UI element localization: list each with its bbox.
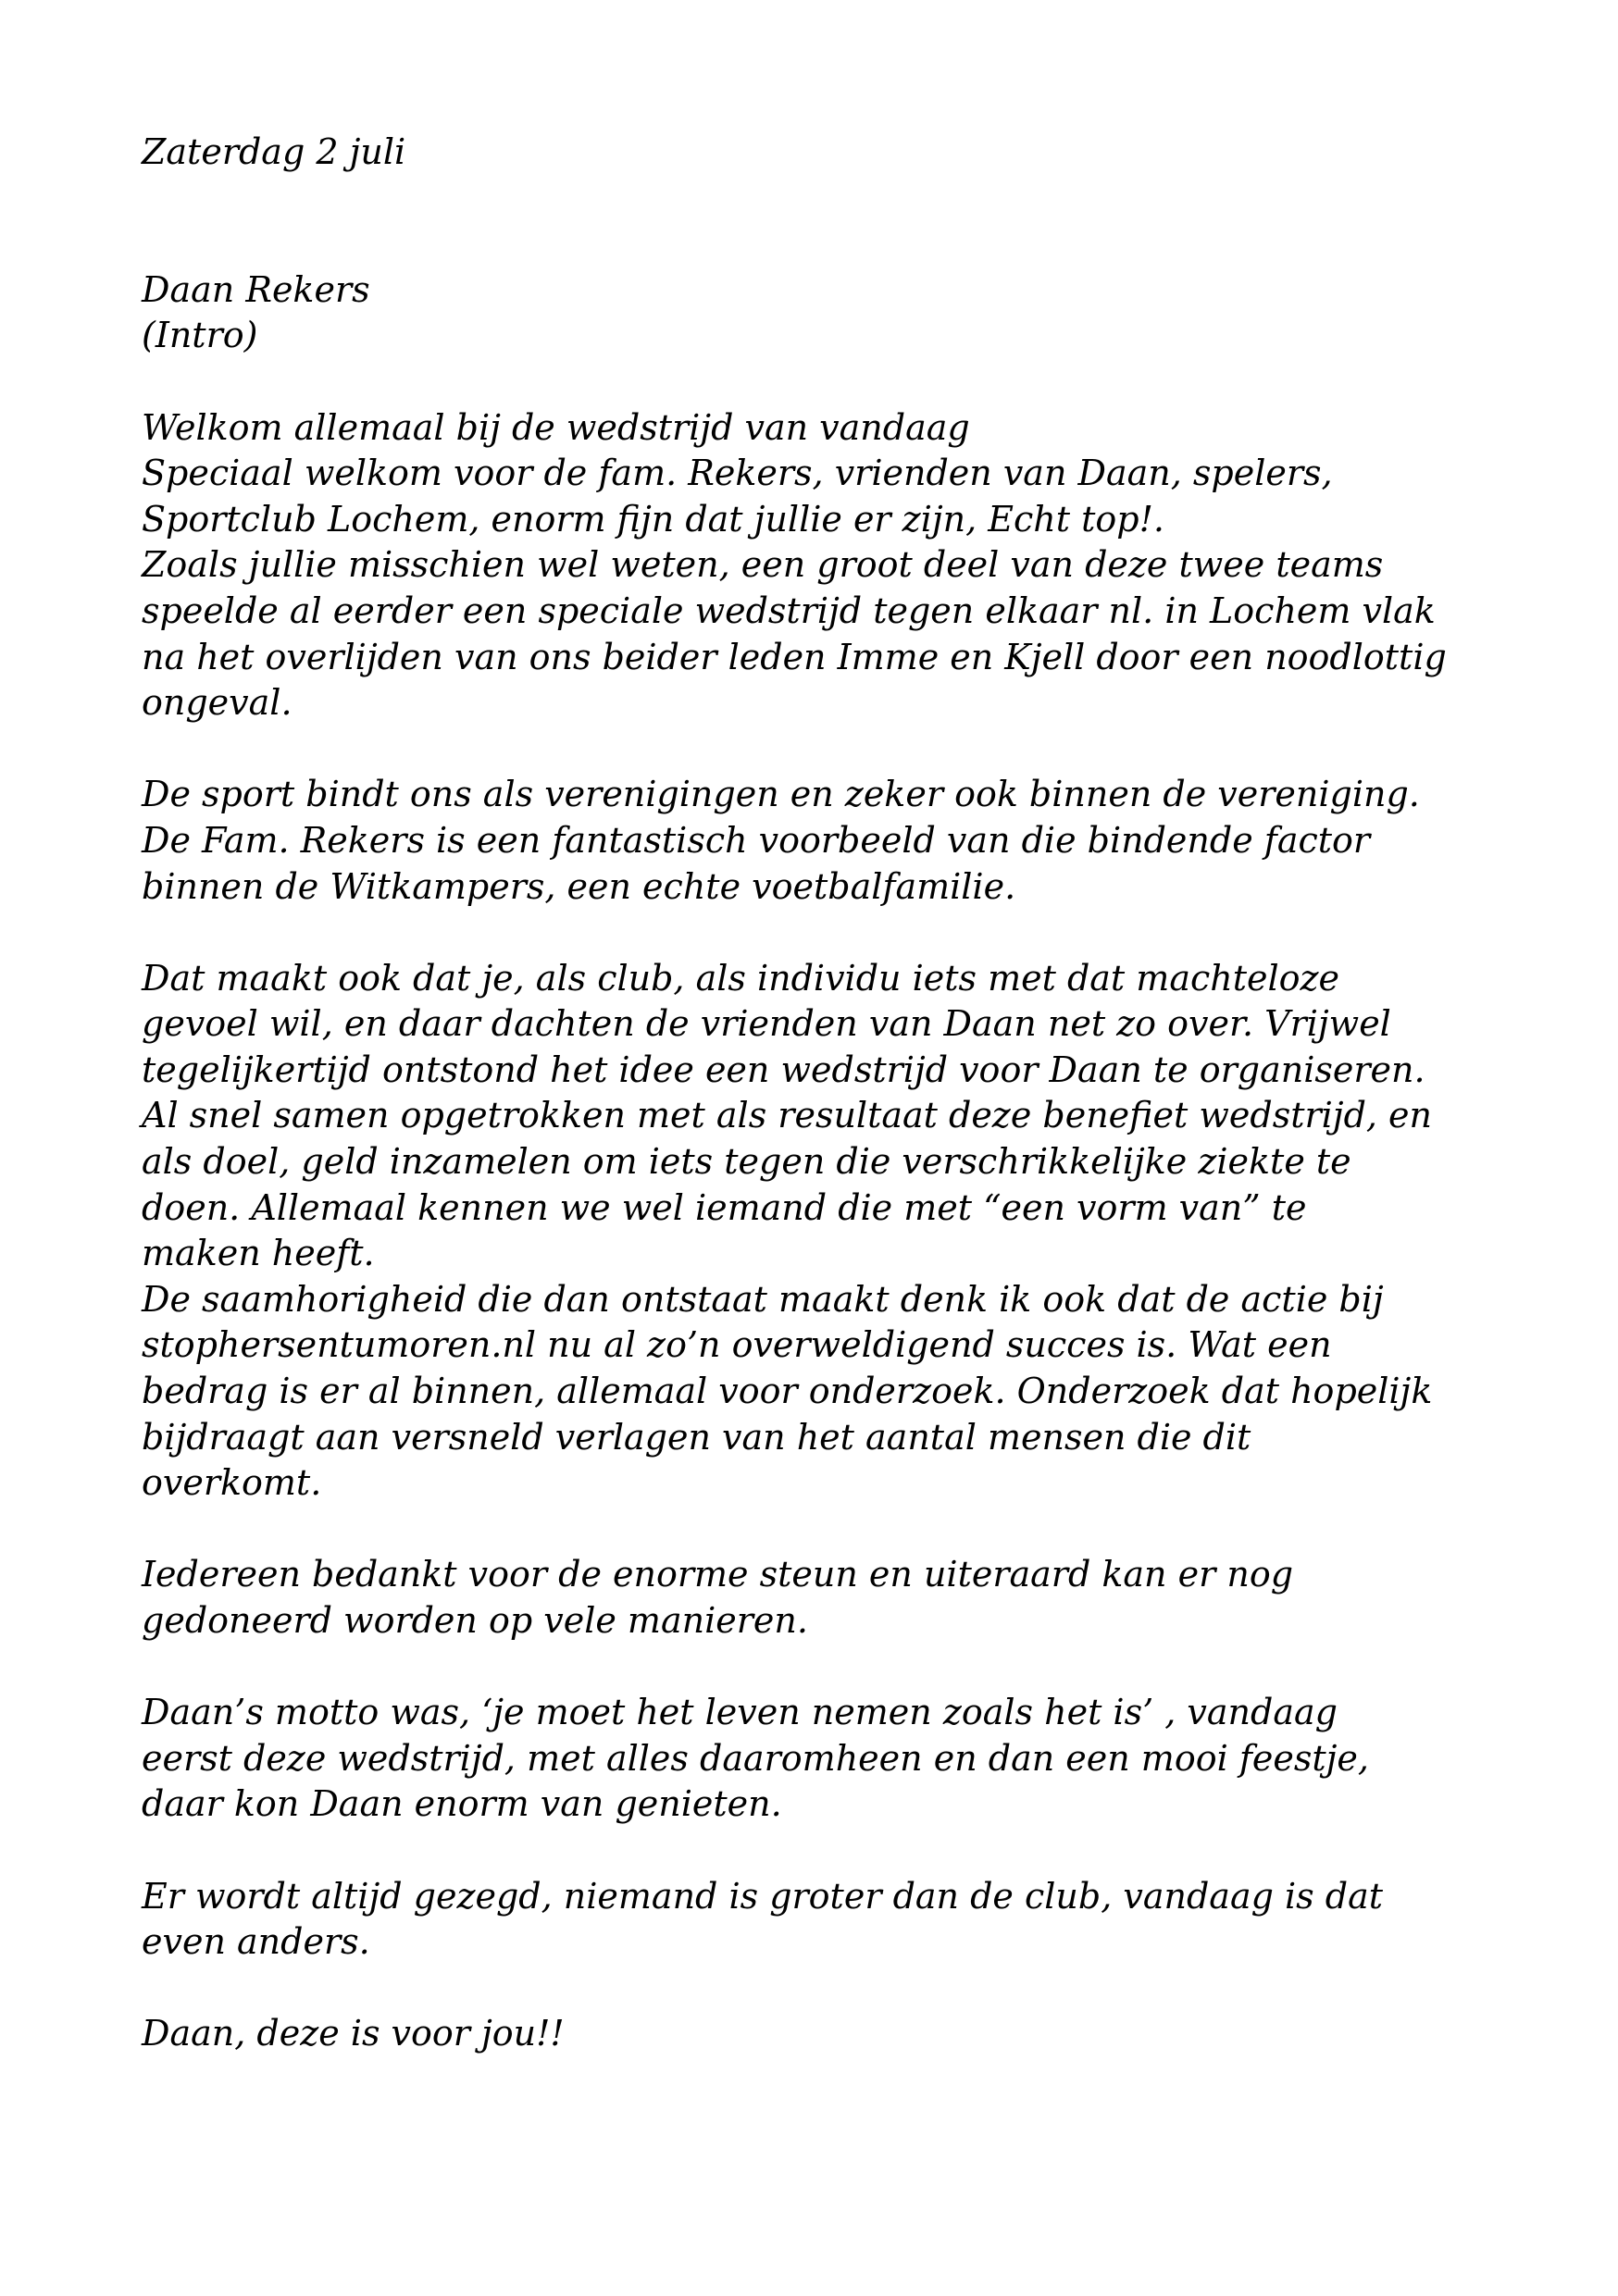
paragraph-line: als doel, geld inzamelen om iets tegen die verschrikkelijke ziekte te — [142, 1141, 1351, 1183]
paragraph-line: overkomt. — [142, 1462, 322, 1504]
paragraph-line: Zoals jullie misschien wel weten, een groot deel van deze twee teams — [142, 544, 1384, 586]
paragraph-line: Daan, deze is voor jou!! — [142, 2013, 565, 2054]
paragraph-line: Welkom allemaal bij de wedstrijd van vandaag — [142, 406, 970, 448]
paragraph-line: Er wordt altijd gezegd, niemand is groter dan de club, vandaag is dat — [142, 1875, 1384, 1917]
paragraph — [142, 405, 1502, 726]
document-page — [142, 130, 1502, 2104]
date-line: Zaterdag 2 juli — [142, 131, 406, 172]
speaker-name: Daan Rekers — [142, 268, 370, 310]
paragraph-line: maken heeft. — [142, 1233, 375, 1274]
paragraph-line: speelde al eerder een speciale wedstrijd tegen elkaar nl. in Lochem vlak — [142, 590, 1436, 631]
paragraph-line: bijdraagt aan versneld verlagen van het aantal mensen die dit — [142, 1416, 1251, 1458]
paragraph — [142, 1552, 1502, 1644]
paragraph-line: De saamhorigheid die dan ontstaat maakt denk ik ook dat de actie bij — [142, 1278, 1384, 1320]
paragraph-line: De Fam. Rekers is een fantastisch voorbeeld van die bindende factor — [142, 819, 1371, 861]
speaker-block — [142, 267, 1502, 359]
paragraph-line: Speciaal welkom voor de fam. Rekers, vrienden van Daan, spelers, — [142, 453, 1333, 494]
paragraph-line: Al snel samen opgetrokken met als resultaat deze benefiet wedstrijd, en — [142, 1095, 1433, 1136]
paragraph-line: De sport bindt ons als verenigingen en zeker ook binnen de vereniging. — [142, 774, 1420, 815]
paragraph-line: ongeval. — [142, 682, 292, 724]
paragraph — [142, 956, 1502, 1507]
paragraph — [142, 2011, 1502, 2057]
paragraph-line: binnen de Witkampers, een echte voetbalfamilie. — [142, 865, 1016, 907]
paragraph-line: Iedereen bedankt voor de enorme steun en uiteraard kan er nog — [142, 1554, 1294, 1595]
paragraph-line: gedoneerd worden op vele manieren. — [142, 1600, 808, 1641]
paragraph-line: even anders. — [142, 1921, 370, 1963]
paragraph-line: tegelijkertijd ontstond het idee een wedstrijd voor Daan te organiseren. — [142, 1049, 1425, 1090]
speaker-note: (Intro) — [142, 315, 258, 356]
paragraph — [142, 1690, 1502, 1828]
paragraph-line: na het overlijden van ons beider leden Imme en Kjell door een noodlottig — [142, 636, 1447, 677]
paragraph-line: doen. Allemaal kennen we wel iemand die met “een vorm van” te — [142, 1186, 1307, 1228]
body-paragraphs — [142, 405, 1502, 2057]
paragraph-line: Daan’s motto was, ‘je moet het leven nemen zoals het is’ , vandaag — [142, 1692, 1338, 1733]
paragraph-line: eerst deze wedstrijd, met alles daaromheen en dan een mooi feestje, — [142, 1737, 1369, 1779]
paragraph-line: gevoel wil, en daar dachten de vrienden van Daan net zo over. Vrijwel — [142, 1003, 1391, 1045]
paragraph-line: stophersentumoren.nl nu al zo’n overweldigend succes is. Wat een — [142, 1324, 1332, 1366]
paragraph-line: Sportclub Lochem, enorm fijn dat jullie er zijn, Echt top!. — [142, 498, 1164, 540]
paragraph-line: daar kon Daan enorm van genieten. — [142, 1783, 782, 1825]
paragraph — [142, 1874, 1502, 1966]
paragraph-line: bedrag is er al binnen, allemaal voor onderzoek. Onderzoek dat hopelijk — [142, 1371, 1433, 1412]
paragraph-line: Dat maakt ook dat je, als club, als individu iets met dat machteloze — [142, 957, 1340, 999]
paragraph — [142, 772, 1502, 910]
